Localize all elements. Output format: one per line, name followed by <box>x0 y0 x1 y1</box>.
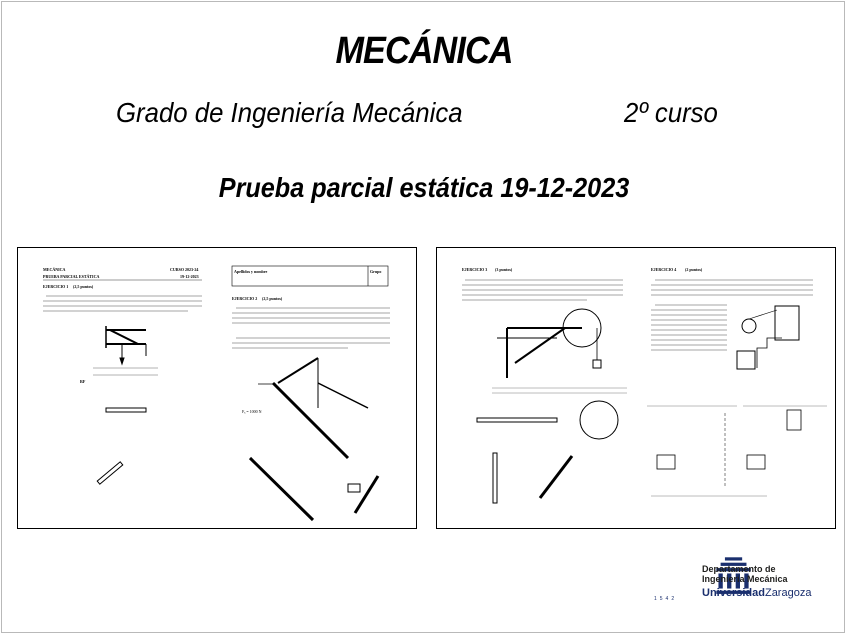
exam-sheet-a <box>17 247 417 529</box>
sheet-a-exercise1: EJERCICIO 1 <box>43 284 69 289</box>
sheet-b-exercise3-points: (3 puntos) <box>495 267 513 272</box>
logo-university-b: Zaragoza <box>764 587 812 599</box>
logo-university-a: Universidad <box>702 587 765 599</box>
svg-text:RF: RF <box>80 379 86 384</box>
sheet-b-exercise4-points: (2 puntos) <box>685 267 703 272</box>
exam-title: Prueba parcial estática 19-12-2023 <box>218 172 630 203</box>
sheet-b-exercise3: EJERCICIO 3 <box>462 267 488 272</box>
exam-sheet-b-drawing <box>437 248 836 529</box>
sheet-a-exercise2-points: (2,5 puntos) <box>262 296 283 301</box>
logo-line-1: Departamento de <box>702 564 776 574</box>
logo-founded-year: 1542 <box>654 596 678 602</box>
sheet-a-name-box: Apellidos y nombre <box>234 269 268 274</box>
sheet-a-subheader-right: 19-12-2023 <box>180 274 199 279</box>
sheet-a-group-box: Grupo <box>370 269 382 274</box>
sheet-a-annotation: Fₓ = 1000 N <box>242 409 262 414</box>
sheet-a-exercise1-points: (2,5 puntos) <box>73 284 94 289</box>
logo-line-2: Ingeniería Mecánica <box>702 574 788 584</box>
page-title: MECÁNICA <box>335 30 513 72</box>
exam-sheet-b <box>436 247 836 529</box>
sheet-a-header-left: MECÁNICA <box>43 267 66 272</box>
department-logo[interactable] <box>702 564 811 600</box>
sheet-a-header-right: CURSO 2023-24 <box>170 267 199 272</box>
exam-sheet-a-drawing <box>18 248 417 529</box>
degree-subtitle: Grado de Ingeniería Mecánica <box>116 97 463 128</box>
sheet-a-exercise2: EJERCICIO 2 <box>232 296 258 301</box>
sheet-b-exercise4: EJERCICIO 4 <box>651 267 677 272</box>
logo-university <box>702 586 811 600</box>
sheet-a-subheader-left: PRUEBA PARCIAL ESTÁTICA <box>43 274 100 279</box>
course-year: 2º curso <box>624 97 718 128</box>
